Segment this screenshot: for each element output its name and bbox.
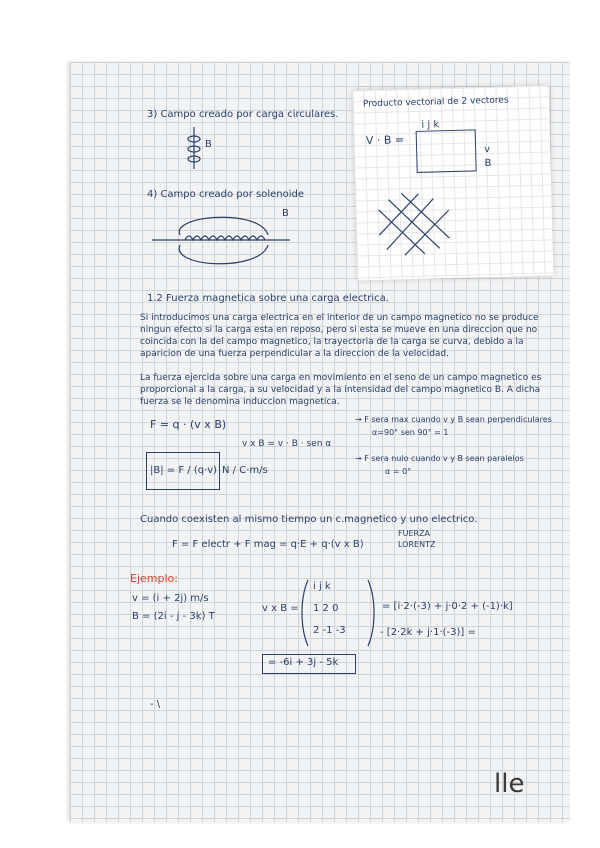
determinant-row-1: i j k: [313, 581, 331, 592]
solenoid-sketch: [150, 210, 290, 270]
vector-b-label: B: [205, 139, 212, 150]
example-result: = -6i + 3j - 5k: [268, 657, 339, 668]
paragraph-2: La fuerza ejercida sobre una carga en movimiento en el seno de un campo magnetico es proporcional a la carga, a su velocidad y a la intensidad del campo magnetico B. A dicha fuerza se le denomina induccion magnetica.: [140, 373, 542, 407]
note-zero: → F sera nulo cuando v y B sean paralelos: [355, 454, 524, 463]
lorentz-label: FUERZA LORENTZ: [398, 529, 436, 549]
cross-product-formula: v x B = v · B · sen α: [242, 439, 332, 449]
example-title: Ejemplo:: [130, 572, 178, 585]
card-matrix-box: [416, 129, 477, 173]
note-max: → F sera max cuando v y B sean perpendiculares: [355, 415, 552, 424]
units-note: N / C·m/s: [222, 465, 268, 476]
paragraph-1: Si introducimos una carga electrica en el interior de un campo magnetico no se produce ningun efecto si la carga esta en reposo, pero si esta se mueve en una direccion que no coincida con la del campo magnetico, la trayectoria de la carga se curva, debido a la aparicion de una fuerza perpendicular a la direccion de la velocidad.: [140, 313, 539, 359]
expansion-line-1: = [i·2·(-3) + j·0·2 + (-1)·k]: [382, 601, 513, 612]
example-b: B = (2i - j - 3k) T: [132, 611, 215, 622]
determinant-row-3: 2 -1 -3: [313, 625, 346, 636]
page-mark: - \: [150, 699, 161, 710]
note-zero-angle: α = 0°: [385, 467, 412, 476]
force-formula: F = q · (v x B): [150, 418, 227, 431]
field-magnitude-formula: |B| = F / (q·v): [150, 465, 218, 476]
lorentz-formula: F = F electr + F mag = q·E + q·(v x B): [172, 539, 364, 550]
card-matrix-row: i j k: [421, 119, 440, 131]
paragraph-3: Cuando coexisten al mismo tiempo un c.magnetico y uno electrico.: [140, 514, 478, 525]
card-expr: V · B =: [365, 133, 405, 148]
circular-field-sketch: [180, 125, 220, 175]
example-v: v = (i + 2j) m/s: [132, 593, 209, 604]
card-label-v: v: [483, 144, 491, 156]
card-label-b: B: [484, 157, 492, 170]
determinant-label: v x B =: [262, 603, 299, 614]
sticky-note-card: [353, 85, 554, 280]
vector-b-label-2: B: [282, 208, 289, 219]
card-title: Producto vectorial de 2 vectores: [362, 95, 509, 110]
section-4-title: 4) Campo creado por solenoide: [147, 189, 305, 200]
card-grid-sketch: [373, 188, 455, 260]
section-12-title: 1.2 Fuerza magnetica sobre una carga electrica.: [147, 293, 389, 304]
determinant-brackets: [300, 578, 380, 648]
determinant-row-2: 1 2 0: [313, 603, 339, 614]
expansion-line-2: - [2·2k + j·1·(-3)] =: [380, 627, 476, 638]
note-max-angle: α=90° sen 90° = 1: [372, 428, 449, 437]
signature: lle: [494, 769, 525, 799]
section-3-title: 3) Campo creado por carga circulares.: [147, 109, 339, 120]
